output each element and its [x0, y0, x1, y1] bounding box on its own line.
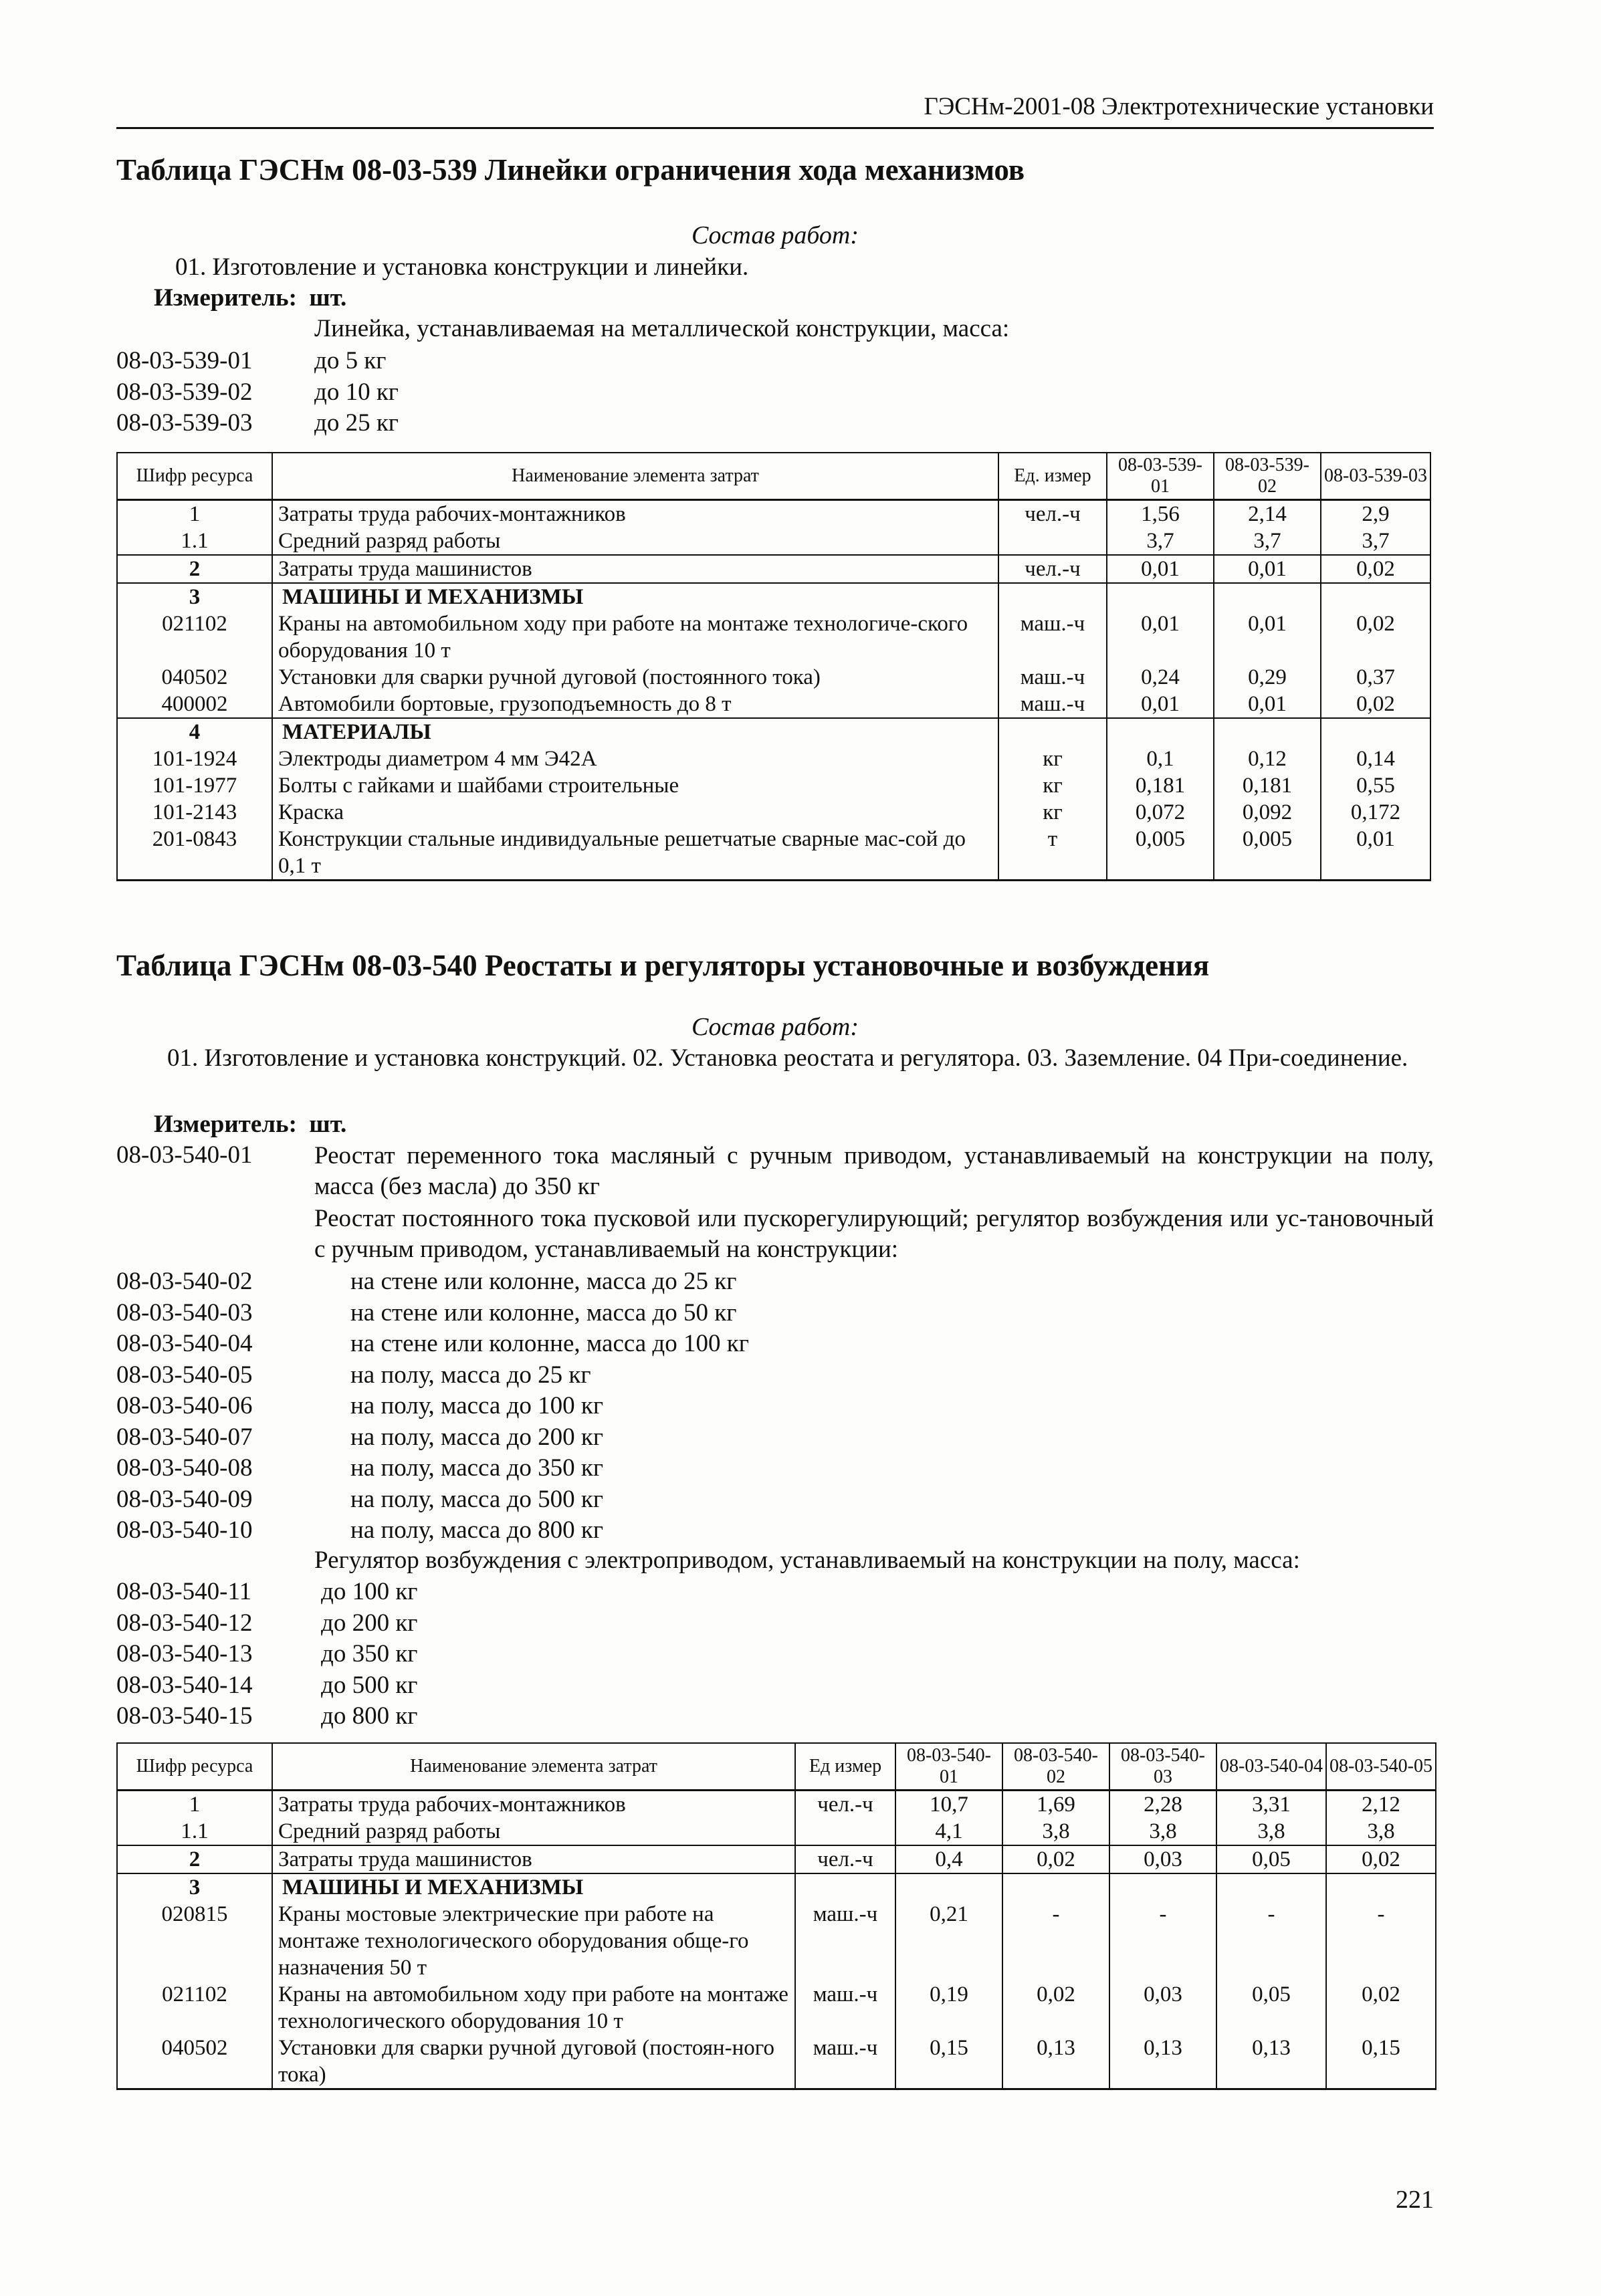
- table-540-meter: Измеритель: шт.: [154, 1111, 347, 1138]
- table-539-meter: Измеритель: шт.: [154, 284, 347, 312]
- table-540-cost: [116, 1742, 1436, 2090]
- table-row: 1.1 Средний разряд работы 3,7 3,7 3,7: [117, 528, 1430, 555]
- table-539-cost: [116, 452, 1431, 881]
- table-section-row: 4 МАТЕРИАЛЫ: [117, 718, 1430, 745]
- code-row: 08-03-539-02 до 10 кг: [116, 378, 399, 406]
- table-row: 040502 Установки для сварки ручной дуговой (постоянного тока) маш.-ч 0,24 0,29 0,37: [117, 664, 1430, 691]
- table-row: 021102 Краны на автомобильном ходу при работе на монтаже технологиче-ского оборудования 10 т маш.-ч 0,01 0,01 0,02: [117, 610, 1430, 664]
- table-539-work-text: 01. Изготовление и установка конструкции и линейки.: [175, 253, 749, 281]
- code-row: 08-03-540-13 до 350 кг: [116, 1640, 418, 1668]
- code-row: 08-03-540-05 на полу, масса до 25 кг: [116, 1361, 591, 1389]
- table-540-work-text: 01. Изготовление и установка конструкций. 02. Установка реостата и регулятора. 03. Заземление. 04 При-соединение.: [167, 1044, 1408, 1072]
- header-rule: [116, 127, 1434, 129]
- table-540-group3-text: Регулятор возбуждения с электроприводом, устанавливаемый на конструкции на полу, масса:: [314, 1546, 1300, 1574]
- table-header: Шифр ресурса Наименование элемента затрат Ед измер 08-03-540-01 08-03-540-02 08-03-540-03 08-03-540-04 08-03-540-05: [117, 1743, 1436, 1791]
- table-540-codes-3: [116, 1577, 417, 1732]
- code-row: 08-03-539-03 до 25 кг: [116, 409, 399, 437]
- table-539-codes: [116, 346, 399, 439]
- code-row: 08-03-540-14 до 500 кг: [116, 1671, 418, 1699]
- table-row: 021102 Краны на автомобильном ходу при работе на монтаже технологического оборудования 10 т маш.-ч 0,19 0,02 0,03 0,05 0,02: [117, 1981, 1436, 2035]
- table-row: 101-1977 Болты с гайками и шайбами строительные кг 0,181 0,181 0,55: [117, 772, 1430, 799]
- code-row: 08-03-540-15 до 800 кг: [116, 1702, 418, 1730]
- table-540-desc-01: Реостат переменного тока масляный с ручным приводом, устанавливаемый на конструкции на полу, масса (без масла) до 350 кг: [314, 1142, 1434, 1200]
- table-row: 201-0843 Конструкции стальные индивидуальные решетчатые сварные мас-сой до 0,1 т т 0,005 0,005 0,01: [117, 826, 1430, 881]
- table-row: 400002 Автомобили бортовые, грузоподъемность до 8 т маш.-ч 0,01 0,01 0,02: [117, 691, 1430, 718]
- table-row: 101-2143 Краска кг 0,072 0,092 0,172: [117, 799, 1430, 826]
- table-539-group-text: Линейка, устанавливаемая на металлической конструкции, масса:: [314, 315, 1010, 342]
- code-row: 08-03-540-04 на стене или колонне, масса до 100 кг: [116, 1330, 749, 1357]
- table-row: 1.1 Средний разряд работы 4,1 3,8 3,8 3,8 3,8: [117, 1818, 1436, 1845]
- running-header: ГЭСНм-2001-08 Электротехнические установки: [924, 93, 1434, 120]
- table-row: 040502 Установки для сварки ручной дуговой (постоян-ного тока) маш.-ч 0,15 0,13 0,13 0,13 0,15: [117, 2035, 1436, 2089]
- table-row: 2 Затраты труда машинистов чел.-ч 0,01 0,01 0,02: [117, 555, 1430, 583]
- table-section-row: 3 МАШИНЫ И МЕХАНИЗМЫ: [117, 583, 1430, 610]
- code-row: 08-03-540-02 на стене или колонне, масса до 25 кг: [116, 1268, 737, 1295]
- table-row: 101-1924 Электроды диаметром 4 мм Э42А кг 0,1 0,12 0,14: [117, 745, 1430, 772]
- code-row: 08-03-540-12 до 200 кг: [116, 1609, 418, 1637]
- code-row: 08-03-540-08 на полу, масса до 350 кг: [116, 1454, 604, 1482]
- table-row: 020815 Краны мостовые электрические при работе на монтаже технологического оборудования обще-го назначения 50 т маш.-ч 0,21 - - - -: [117, 1901, 1436, 1981]
- table-539-title: Таблица ГЭСНм 08-03-539 Линейки ограничения хода механизмов: [116, 153, 1025, 187]
- table-header: Шифр ресурса Наименование элемента затрат Ед. измер 08-03-539-01 08-03-539-02 08-03-539-03: [117, 453, 1430, 500]
- table-540-title: Таблица ГЭСНм 08-03-540 Реостаты и регуляторы установочные и возбуждения: [116, 949, 1210, 982]
- table-row: 2 Затраты труда машинистов чел.-ч 0,4 0,02 0,03 0,05 0,02: [117, 1845, 1436, 1873]
- code-row: 08-03-540-10 на полу, масса до 800 кг: [116, 1516, 604, 1544]
- table-540-group2-text: Реостат постоянного тока пусковой или пускорегулирующий; регулятор возбуждения или ус-тановочный с ручным приводом, устанавливаемый на конструкции:: [314, 1205, 1434, 1263]
- code-row: 08-03-540-03 на стене или колонне, масса до 50 кг: [116, 1298, 737, 1327]
- table-540-code-01: 08-03-540-01: [116, 1141, 253, 1169]
- table-540-work-label: Состав работ:: [691, 1013, 859, 1041]
- table-row: 1 Затраты труда рабочих-монтажников чел.-ч 1,56 2,14 2,9: [117, 500, 1430, 528]
- code-row: 08-03-540-06 на полу, масса до 100 кг: [116, 1392, 604, 1419]
- code-row: 08-03-540-11 до 100 кг: [116, 1578, 418, 1605]
- table-row: 1 Затраты труда рабочих-монтажников чел.-ч 10,7 1,69 2,28 3,31 2,12: [117, 1791, 1436, 1819]
- table-540-codes-2: [116, 1266, 749, 1546]
- table-539-work-label: Состав работ:: [691, 221, 859, 249]
- table-section-row: 3 МАШИНЫ И МЕХАНИЗМЫ: [117, 1873, 1436, 1901]
- code-row: 08-03-539-01 до 5 кг: [116, 347, 387, 374]
- code-row: 08-03-540-09 на полу, масса до 500 кг: [116, 1485, 604, 1513]
- code-row: 08-03-540-07 на полу, масса до 200 кг: [116, 1423, 604, 1451]
- page-number: 221: [1396, 2186, 1434, 2214]
